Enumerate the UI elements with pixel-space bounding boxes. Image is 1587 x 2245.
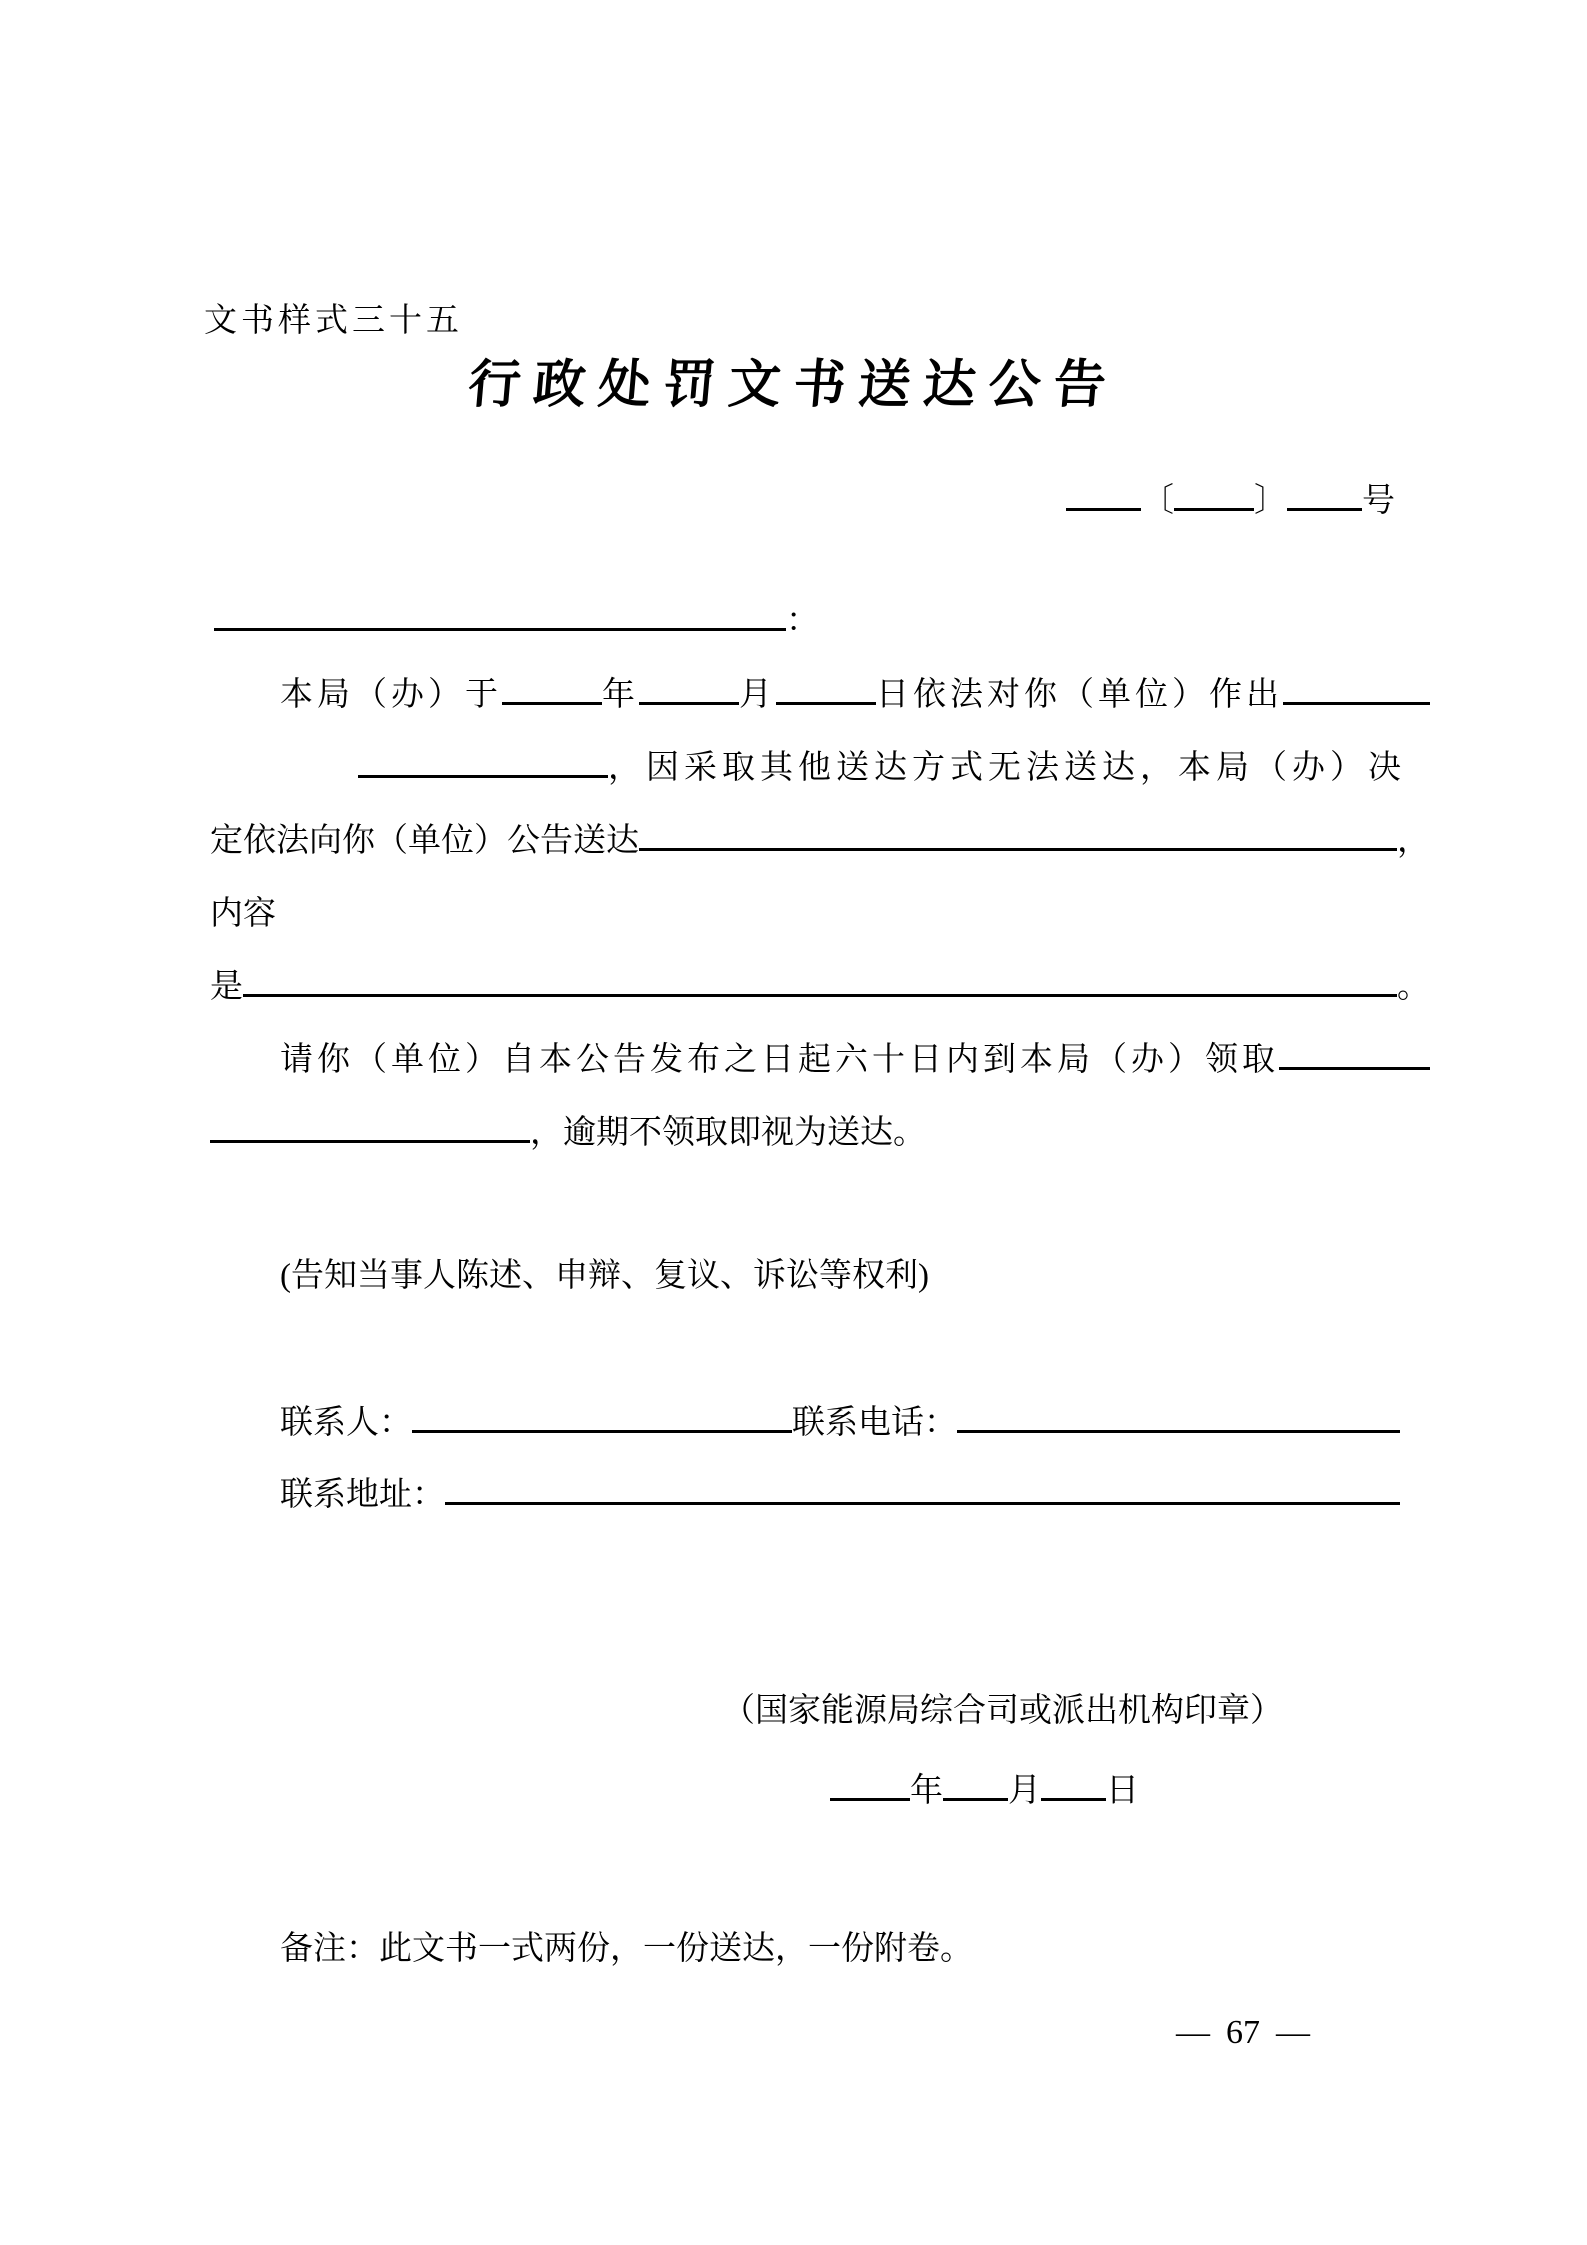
para1-year-label: 年: [602, 677, 639, 713]
paragraph1-line2: [358, 745, 1406, 791]
seal-placeholder-line: [722, 1688, 1283, 1734]
para1-text-3: ，因采取其他送达方式无法送达，本局（办）决: [608, 750, 1406, 786]
para1-text-4: 定依法向你（单位）公告送达: [210, 823, 639, 859]
blank-contact-person: [412, 1422, 792, 1433]
blank-pickup-document: [1279, 1059, 1430, 1070]
date-month-label: 月: [1008, 1773, 1041, 1809]
doc-style-label-text: 文书样式三十五: [204, 303, 463, 339]
rights-note-text: (告知当事人陈述、申辩、复议、诉讼等权利): [280, 1258, 929, 1294]
paragraph1-line4: [210, 891, 276, 937]
doc-number-blank-serial: [1287, 500, 1362, 511]
document-title: [0, 350, 1587, 422]
page-number-dash-left: —: [1176, 2014, 1210, 2051]
para1-period: 。: [1397, 969, 1430, 1005]
seal-placeholder-text: （国家能源局综合司或派出机构印章）: [722, 1693, 1283, 1729]
doc-number-close-bracket: 〕: [1254, 483, 1287, 519]
blank-year: [502, 694, 602, 705]
doc-style-label: [204, 298, 463, 344]
blank-decision-start: [1283, 694, 1430, 705]
blank-month: [639, 694, 739, 705]
blank-content: [243, 986, 1397, 997]
para2-text-1: 请你（单位）自本公告发布之日起六十日内到本局（办）领取: [280, 1042, 1279, 1078]
contact-line-1: [280, 1400, 1400, 1446]
date-year-label: 年: [910, 1773, 943, 1809]
contact-person-label: 联系人：: [280, 1405, 412, 1441]
addressee-blank: [214, 620, 786, 631]
para1-comma: ，: [1397, 823, 1430, 859]
contact-line-2: [280, 1472, 1400, 1518]
addressee-line: [214, 598, 819, 644]
contact-phone-label: 联系电话：: [792, 1405, 957, 1441]
blank-date-day: [1041, 1790, 1106, 1801]
page-number-value: 67: [1226, 2014, 1260, 2051]
contact-address-label: 联系地址：: [280, 1477, 445, 1513]
page-number-dash-right: —: [1276, 2014, 1310, 2051]
blank-date-month: [943, 1790, 1008, 1801]
footer-note-line: [280, 1926, 973, 1972]
paragraph1-line3: [210, 818, 1430, 864]
paragraph2-line1: [280, 1037, 1430, 1083]
para1-text-6: 是: [210, 969, 243, 1005]
blank-date-year: [830, 1790, 910, 1801]
para1-text-2: 日依法对你（单位）作出: [876, 677, 1283, 713]
para1-text-5: 内容: [210, 896, 276, 932]
footer-note-text: 备注：此文书一式两份，一份送达，一份附卷。: [280, 1931, 973, 1967]
blank-contact-address: [445, 1494, 1400, 1505]
blank-contact-phone: [957, 1422, 1400, 1433]
blank-decision-continued: [358, 767, 608, 778]
document-title-text: 行政处罚文书送达公告: [466, 357, 1122, 414]
para1-text-1: 本局（办）于: [280, 677, 502, 713]
date-line: [830, 1768, 1139, 1814]
paragraph2-line2: [210, 1110, 926, 1156]
blank-day: [776, 694, 876, 705]
paragraph1-line1: [280, 672, 1430, 718]
date-day-label: 日: [1106, 1773, 1139, 1809]
doc-number-suffix: 号: [1362, 483, 1395, 519]
addressee-colon: ：: [786, 603, 819, 639]
blank-pickup-continued: [210, 1132, 530, 1143]
para2-text-2: ，逾期不领取即视为送达。: [530, 1115, 926, 1151]
para1-month-label: 月: [739, 677, 776, 713]
paragraph1-line5: [210, 964, 1430, 1010]
page-number: [1176, 2010, 1310, 2056]
doc-number-open-bracket: 〔: [1141, 483, 1174, 519]
rights-note-line: [280, 1253, 929, 1299]
blank-served-document: [639, 840, 1397, 851]
doc-number-blank-agency: [1066, 500, 1141, 511]
doc-number-line: [210, 478, 1395, 524]
doc-number-blank-year: [1174, 500, 1254, 511]
